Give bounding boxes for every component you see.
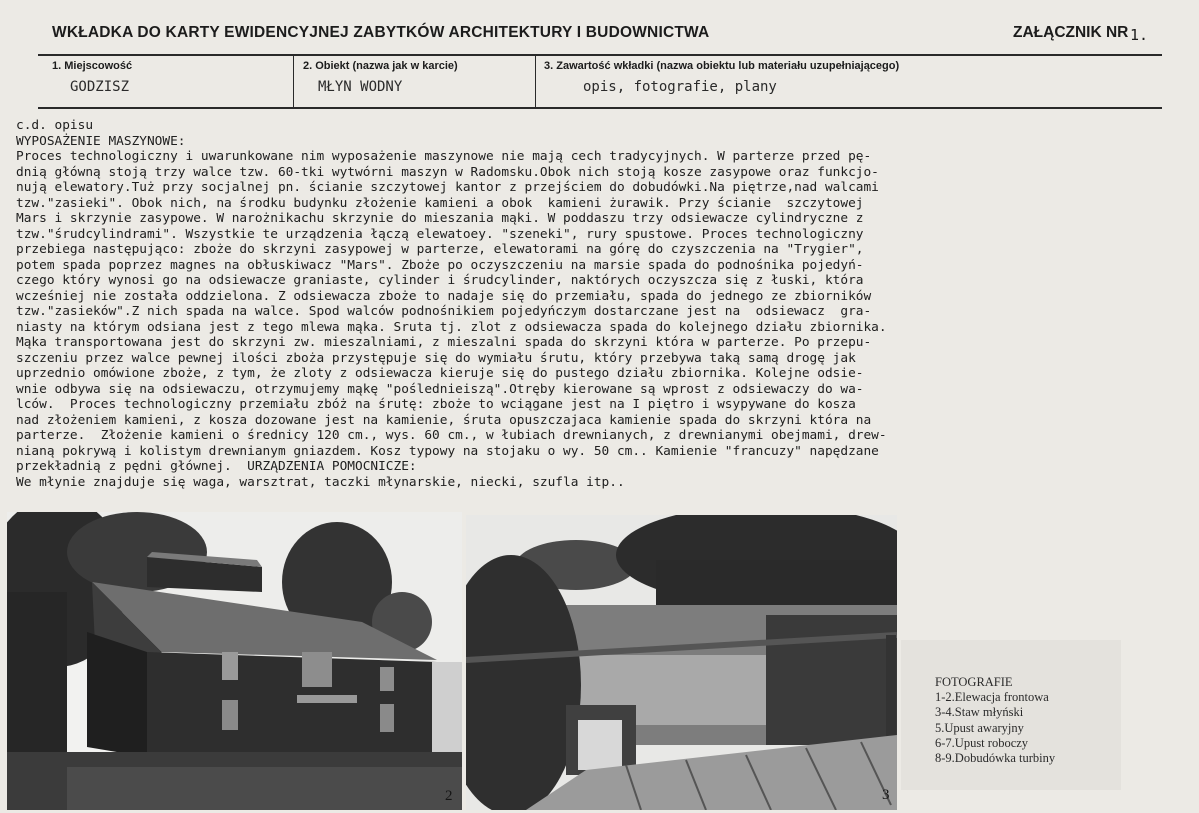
photo-legend xyxy=(935,675,1055,766)
description-line: Proces technologiczny i uwarunkowane nim wyposażenie maszynowe nie mają cech tradycyjnych. W parterze przed pę- xyxy=(16,149,872,164)
description-line: niasty na którym odsiana jest z tego mlewa mąka. Sruta tj. zlot z odsiewacza spada do kolejnego działu zbiornika. xyxy=(16,319,887,335)
annex-label: ZAŁĄCZNIK NR xyxy=(1013,24,1129,41)
photo-mill-pond xyxy=(466,515,897,810)
description-line: nują elewatory.Tuż przy socjalnej pn. ścianie szczytowej kantor z przejściem do dobudówki.Na piętrze,nad walcami xyxy=(16,180,879,195)
field-label-contents: 3. Zawartość wkładki (nazwa obiektu lub materiału uzupełniającego) xyxy=(544,60,900,72)
fields-bottom-rule xyxy=(38,107,1162,109)
description-line: tzw."zasieki". Obok nich, na środku budynku złożenie kamieni a obok kamieni żurawik. Przy ścianie szczytowej xyxy=(16,195,864,211)
description-text xyxy=(16,118,1192,490)
description-line: nad złożeniem kamieni, z kosza dozowane jest na kamienie, śruta opuszczajaca kamienie spada do skrzyni która na xyxy=(16,412,872,428)
description-line: tzw."zasieków".Z nich spada na walce. Spod walców podnośnikiem pojedyńczym dostarczane jest na odsiewacz gra- xyxy=(16,304,872,319)
description-line: dnią główną stoją trzy walce tzw. 60-tki wytwórni maszyn w Radomsku.Obok nich stoją kosze zasypowe oraz funkcjo- xyxy=(16,164,879,180)
mill-pond-image xyxy=(466,515,897,810)
description-line: lców. Proces technologiczny przemiału zbóż na śrutę: zboże to wciągane jest na I piętro i wsypywane do kosza xyxy=(16,397,856,412)
header-rule xyxy=(38,54,1162,56)
description-line: nianą pokrywą i kolistym drewnianym gniazdem. Kosz typowy na stojaku o wy. 50 cm.. Kamienie "francuzy" napędzane xyxy=(16,443,879,459)
photo-number-3: 3 xyxy=(882,787,890,803)
description-line: przekładnią z pędni głównej. URZĄDZENIA POMOCNICZE: xyxy=(16,459,417,474)
mill-building-image xyxy=(7,512,462,810)
description-line: czego który wynosi go na odsiewacze graniaste, cylinder i śrudcylinder, naktórych oczyszcza się z łuski, która xyxy=(16,273,864,288)
description-line: potem spada poprzez magnes na obłuskiwacz "Mars". Zboże po oczyszczeniu na marsie spada do podnośnika pojedyń- xyxy=(16,257,864,273)
description-line: wnie odbywa się na odsiewaczu, otrzymujemy mąkę "poślednieiszą".Otręby kierowane są wprost z odsiewaczy do wa- xyxy=(16,381,864,397)
photo-legend-title: FOTOGRAFIE xyxy=(935,675,1013,689)
description-line: przebiega następująco: zboże do skrzyni zasypowej w parterze, elewatorami na górę do czyszczenia na "Trygier", xyxy=(16,242,864,257)
description-line: szczeniu przez walce pewnej ilości zboża przystępuje się do wymiału śrutu, który przebywa taką samą drogę jak xyxy=(16,350,856,366)
photo-legend-item: 3-4.Staw młyński xyxy=(935,705,1024,720)
photo-mill-building xyxy=(7,512,462,810)
description-line: c.d. opisu xyxy=(16,118,94,133)
field-value-contents: opis, fotografie, plany xyxy=(583,79,777,95)
description-line: WYPOSAŻENIE MASZYNOWE: xyxy=(16,133,186,149)
field-label-locality: 1. Miejscowość xyxy=(52,60,133,72)
description-line: uprzednio omówione zboże, z tym, że zloty z odsiewacza kieruje się do pustego działu zbiornika. Kolejne odsie- xyxy=(16,366,864,381)
field-value-object: MŁYN WODNY xyxy=(318,79,403,95)
photo-legend-item: 5.Upust awaryjny xyxy=(935,720,1024,735)
field-label-object: 2. Obiekt (nazwa jak w karcie) xyxy=(303,60,458,72)
description-line: wcześniej nie została oddzielona. Z odsiewacza zboże to nadaje się do przemiału, spada do jednego ze zbiorników xyxy=(16,288,872,304)
photo-legend-item: 1-2.Elewacja frontowa xyxy=(935,690,1049,705)
description-line: Mars i skrzynie zasypowe. W narożnikachu skrzynie do mieszania mąki. W poddaszu trzy odsiewacze cylindryczne z xyxy=(16,211,864,226)
description-line: We młynie znajduje się waga, warsztrat, taczki młynarskie, niecki, szufla itp.. xyxy=(16,474,625,490)
photo-number-2: 2 xyxy=(445,788,453,804)
description-line: Mąka transportowana jest do skrzyni zw. mieszalniami, z mieszalni spada do skrzyni która w parterze. Po przepu- xyxy=(16,335,872,350)
field-divider-1 xyxy=(293,56,294,107)
annex-number: 1. xyxy=(1130,26,1149,44)
photo-legend-item: 6-7.Upust roboczy xyxy=(935,735,1029,750)
field-divider-2 xyxy=(535,56,536,107)
photo-legend-item: 8-9.Dobudówka turbiny xyxy=(935,751,1056,766)
description-line: parterze. Złożenie kamieni o średnicy 120 cm., wys. 60 cm., w łubiach drewnianych, z drewnianymi obejmami, drew- xyxy=(16,428,887,443)
description-line: tzw."śrudcylindrami". Wszystkie te urządzenia łączą elewatoey. "szeneki", rury spustowe. Proces technologiczny xyxy=(16,226,864,242)
field-value-locality: GODZISZ xyxy=(70,79,130,95)
header-title: WKŁADKA DO KARTY EWIDENCYJNEJ ZABYTKÓW ARCHITEKTURY I BUDOWNICTWA xyxy=(52,24,710,41)
